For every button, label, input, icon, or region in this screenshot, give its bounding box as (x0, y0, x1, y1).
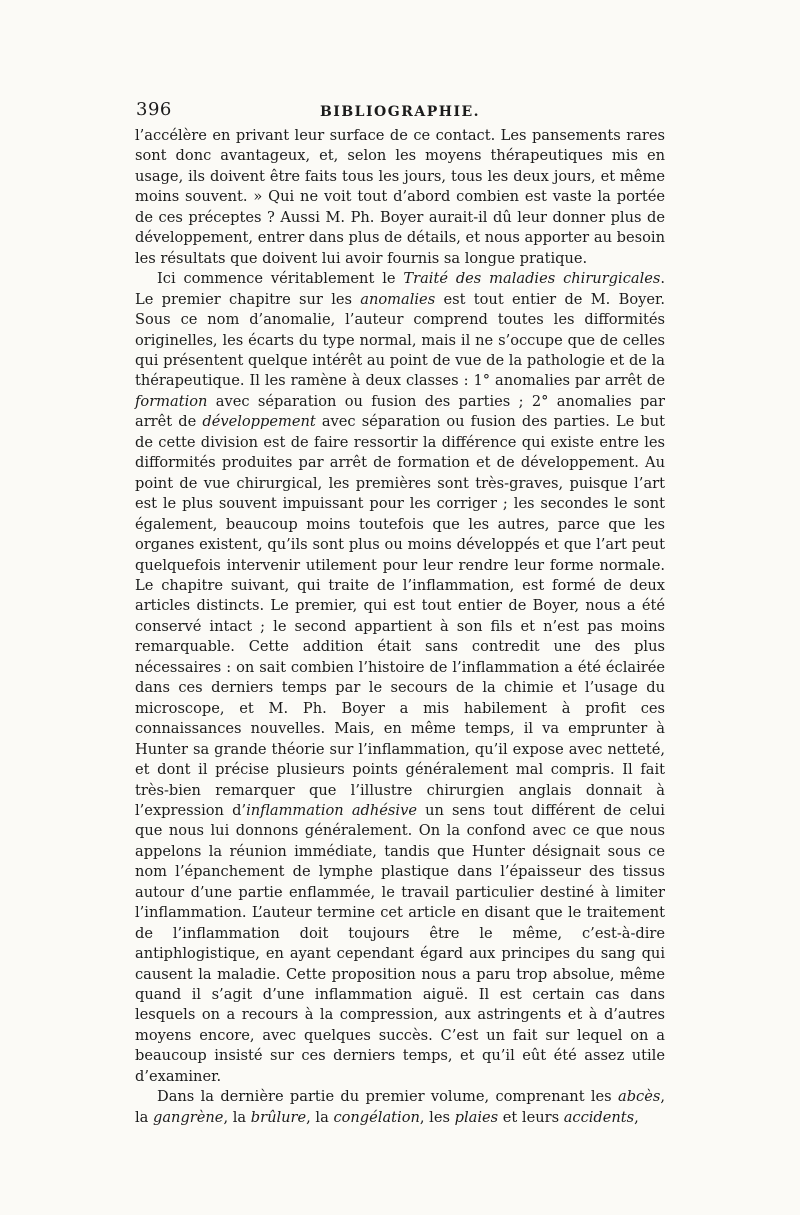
italic-text: abcès (618, 1088, 661, 1106)
text-run: avec séparation ou fusion des parties. Le but de cette division est de faire ressortir la différence qui existe entre les difformités produites par arrêt de formation et de développement. Au point de vue chirurgical, les premières sont très-graves, puisque l’art est le plus souvent impuissant pour les corriger ; les secondes le sont également, beaucoup moins toutefois que les autres, parce que les organes existent, qu’ils sont plus ou moins développés et que l’art peut quelquefois intervenir utilement pour leur rendre leur forme normale. Le chapitre suivant, qui traite de l’inflammation, est formé de deux articles distincts. Le premier, qui est tout entier de Boyer, nous a été conservé intact ; le second appartient à son fils et n’est pas moins remarquable. Cette addition était sans contredit une des plus nécessaires : on sait combien l’histoire de l’inflammation a été éclairée dans ces derniers temps par le secours de la chimie et l’usage du microscope, et M. Ph. Boyer a mis habilement à profit ces connaissances nouvelles. Mais, en même temps, il va emprunter à Hunter sa grande théorie sur l’inflammation, qu’il expose avec netteté, et dont il précise plusieurs points généralement mal compris. Il fait très-bien remarquer que l’illustre chirurgien anglais donnait à l’expression d’ (135, 413, 665, 819)
paragraph (135, 269, 665, 1087)
running-title: BIBLIOGRAPHIE. (319, 104, 481, 120)
italic-text: brûlure (250, 1108, 307, 1126)
text-run: . Le premier chapitre sur les (135, 270, 665, 308)
text-run: , la (135, 1088, 665, 1126)
text-run: est tout entier de M. Boyer. Sous ce nom d’anomalie, l’auteur comprend toutes les difformités originelles, les écarts du type normal, mais il ne s’occupe que de celles qui présentent quelque intérêt au point de vue de la pathologie et de la thérapeutique. Il les ramène à deux classes : 1° anomalies par arrêt de (135, 290, 665, 390)
text-run: l’accélère en privant leur surface de ce contact. Les pansements rares sont donc avantageux, et, selon les moyens thérapeutiques mis en usage, ils doivent être faits tous les jours, tous les deux jours, et même moins souvent. » Qui ne voit tout d’abord combien est vaste la portée de ces préceptes ? Aussi M. Ph. Boyer aurait-il dû leur donner plus de développement, entrer dans plus de détails, et nous apporter au besoin les résultats que doivent lui avoir fournis sa longue pratique. (135, 127, 665, 267)
page-header (135, 100, 665, 126)
body-text (135, 126, 665, 1128)
page-number: 396 (136, 99, 172, 120)
italic-text: formation (135, 392, 208, 410)
italic-text: inflammation adhésive (246, 801, 417, 819)
text-run: , la (306, 1108, 334, 1126)
paragraph (135, 126, 665, 269)
text-run: un sens tout différent de celui que nous lui donnons généralement. On la confond avec ce que nous appelons la réunion immédiate, tandis que Hunter désignait sous ce nom l’épanchement de lymphe plastique dans l’épaisseur des tissus autour d’une partie enflammée, le travail particulier destiné à limiter l’inflammation. L’auteur termine cet article en disant que le traitement de l’inflammation doit toujours être le même, c’est-à-dire antiphlogistique, en ayant cependant égard aux principes du sang qui causent la maladie. Cette proposition nous a paru trop absolue, même quand il s’agit d’une inflammation aiguë. Il est certain cas dans lesquels on a recours à la compression, aux astringents et à d’autres moyens encore, avec quelques succès. C’est un fait sur lequel on a beaucoup insisté sur ces derniers temps, et qu’il eût été assez utile d’examiner. (135, 801, 665, 1085)
italic-text: plaies (454, 1108, 499, 1126)
text-run: , (634, 1108, 639, 1126)
italic-text: Traité des maladies chirurgicales (403, 270, 661, 288)
italic-text: congélation (333, 1108, 420, 1126)
text-run: , les (419, 1108, 455, 1126)
book-page (135, 100, 665, 1128)
text-run: Ici commence véritablement le (157, 270, 404, 288)
text-run: avec séparation ou fusion des parties ; 2° anomalies par arrêt de (135, 392, 665, 431)
paragraph (135, 1087, 665, 1128)
text-run: , la (223, 1108, 251, 1126)
text-run: et leurs (498, 1108, 564, 1126)
italic-text: accidents (563, 1108, 635, 1126)
italic-text: développement (202, 413, 316, 431)
italic-text: anomalies (360, 290, 436, 308)
text-run: Dans la dernière partie du premier volume, comprenant les (157, 1088, 619, 1106)
italic-text: gangrène (153, 1108, 224, 1126)
